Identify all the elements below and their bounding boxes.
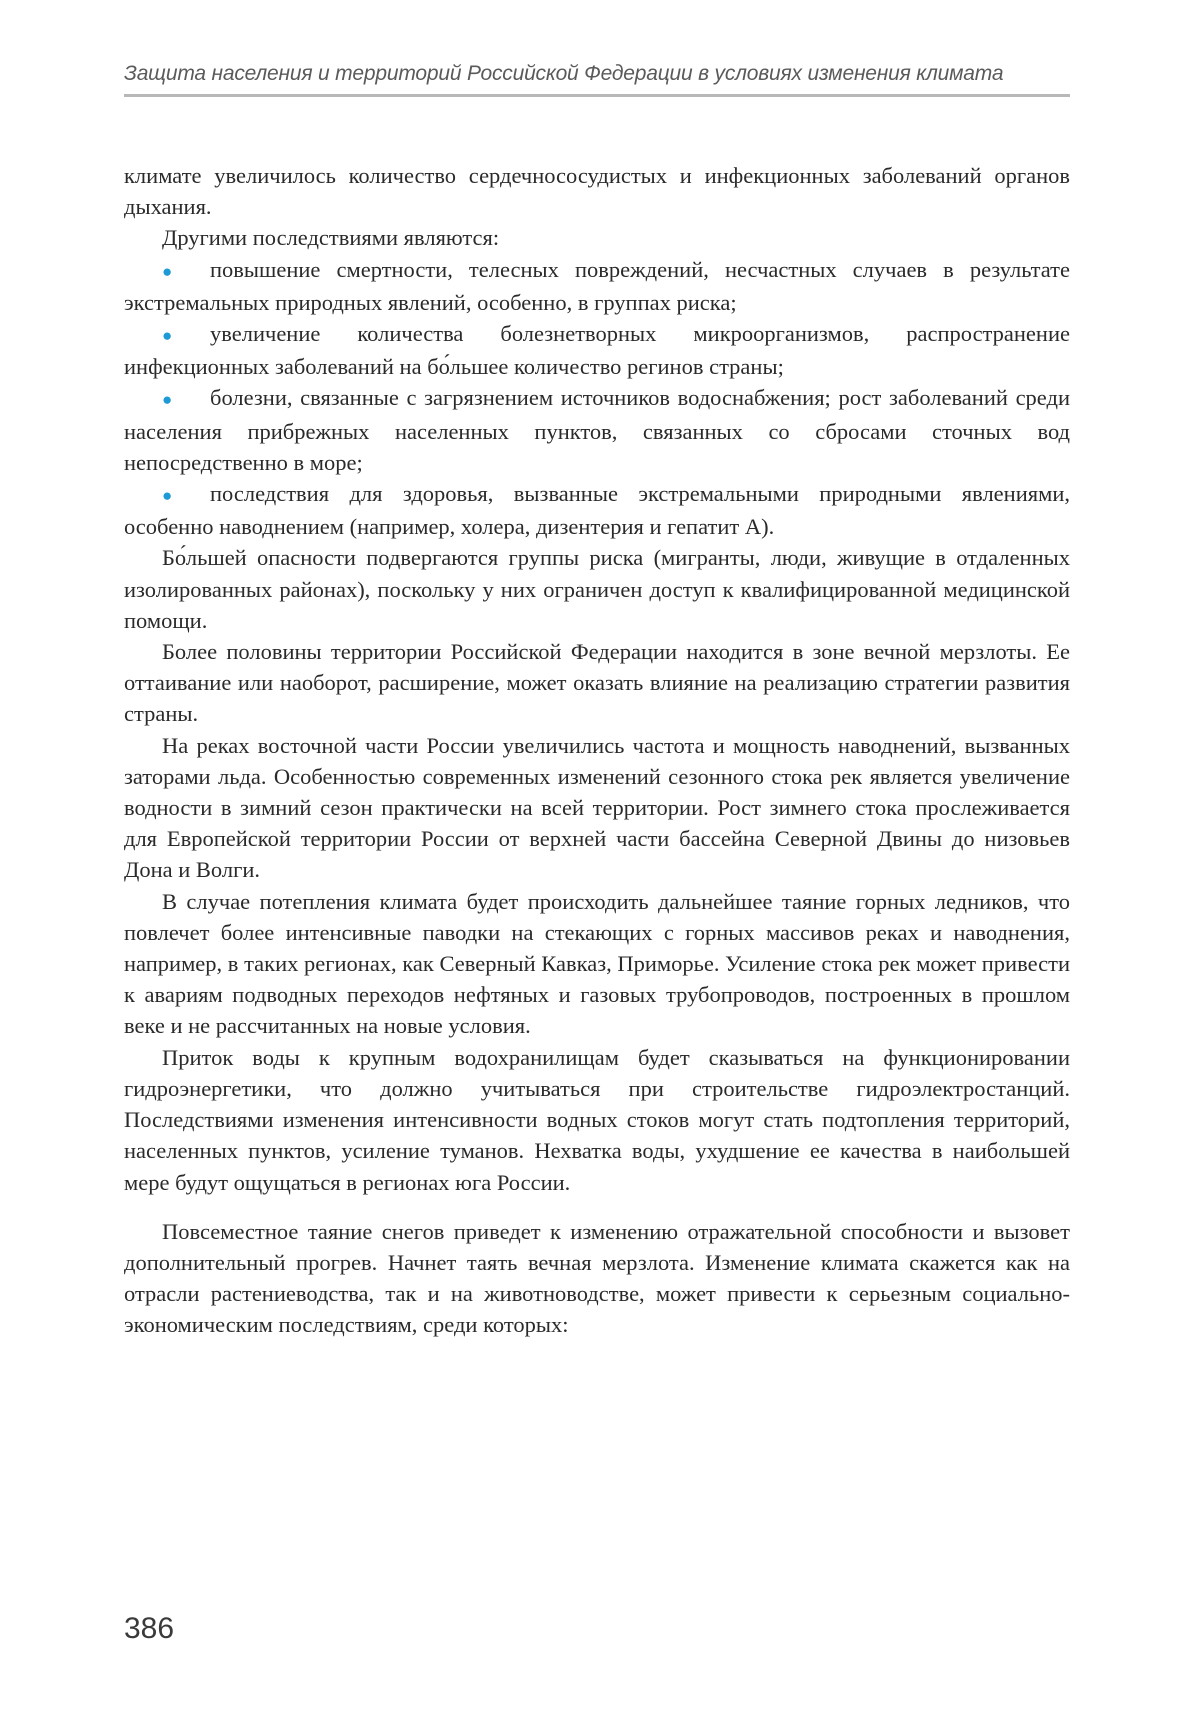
- paragraph-risk-groups: Бо́льшей опасности подвергаются группы риска (мигранты, люди, живущие в отдаленных изолированных районах), поскольку у них ограничен доступ к квалифицированной медицинской помощи.: [124, 545, 1070, 633]
- bullet-icon: ●: [162, 261, 173, 281]
- bullet-icon: ●: [162, 390, 173, 410]
- list-item-text: увеличение количества болезнетворных микроорганизмов, распространение инфекционных заболеваний на бо́льшее количество регинов страны;: [124, 321, 1070, 380]
- paragraph-floods: На реках восточной части России увеличились частота и мощность наводнений, вызванных заторами льда. Особенностью современных изменений сезонного стока рек является увеличение водности в зимний сезон практически на всей территории. Рост зимнего стока прослеживается для Европейской территории России от верхней части бассейна Северной Двины до низовьев Дона и Волги.: [124, 732, 1070, 883]
- list-item-text: последствия для здоровья, вызванные экстремальными природными явлениями, особенно наводнением (например, холера, дизентерия и гепатит А).: [124, 481, 1070, 540]
- paragraph-reservoirs: Приток воды к крупным водохранилищам будет сказываться на функционировании гидроэнергетики, что должно учитываться при строительстве гидроэлектростанций. Последствиями изменения интенсивности водных стоков могут стать подтопления территорий, населенных пунктов, усиление туманов. Нехватка воды, ухудшение ее качества в наибольшей мере будут ощущаться в регионах юга России.: [124, 1044, 1070, 1195]
- page-number: 386: [124, 1612, 175, 1645]
- paragraph-list-intro: Другими последствиями являются:: [162, 225, 500, 251]
- list-item-text: повышение смертности, телесных повреждений, несчастных случаев в результате экстремальных природных явлений, особенно, в группах риска;: [124, 256, 1070, 315]
- bullet-icon: ●: [162, 486, 173, 506]
- list-item: [124, 478, 1070, 542]
- running-header-title: Защита населения и территорий Российской Федерации в условиях изменения климата: [124, 62, 1004, 85]
- paragraph-glaciers: В случае потепления климата будет происходить дальнейшее таяние горных ледников, что повлечет более интенсивные паводки на стекающих с горных массивов реках и наводнения, например, в таких регионах, как Северный Кавказ, Приморье. Усиление стока рек может привести к авариям подводных переходов нефтяных и газовых трубопроводов, построенных в прошлом веке и не рассчитанных на новые условия.: [124, 888, 1070, 1039]
- list-item: [124, 254, 1070, 318]
- list-item: [124, 318, 1070, 382]
- bullet-icon: ●: [162, 326, 173, 346]
- paragraph-continuation: климате увеличилось количество сердечнососудистых и инфекционных заболеваний органов дыхания.: [124, 163, 1070, 220]
- page-body: [124, 160, 1070, 1341]
- running-header: [124, 62, 1070, 97]
- header-divider: [124, 94, 1070, 97]
- paragraph-permafrost: Более половины территории Российской Федерации находится в зоне вечной мерзлоты. Ее оттаивание или наоборот, расширение, может оказать влияние на реализацию стратегии развития страны.: [124, 639, 1070, 727]
- paragraph-snow-melt: Повсеместное таяние снегов приведет к изменению отражательной способности и вызовет дополнительный прогрев. Начнет таять вечная мерзлота. Изменение климата скажется как на отрасли растениеводства, так и на животноводстве, может привести к серьезным социально-экономическим последствиям, среди которых:: [124, 1218, 1070, 1338]
- list-item: [124, 382, 1070, 478]
- list-item-text: болезни, связанные с загрязнением источников водоснабжения; рост заболеваний среди населения прибрежных населенных пунктов, связанных со сбросами сточных вод непосредственно в море;: [124, 385, 1070, 475]
